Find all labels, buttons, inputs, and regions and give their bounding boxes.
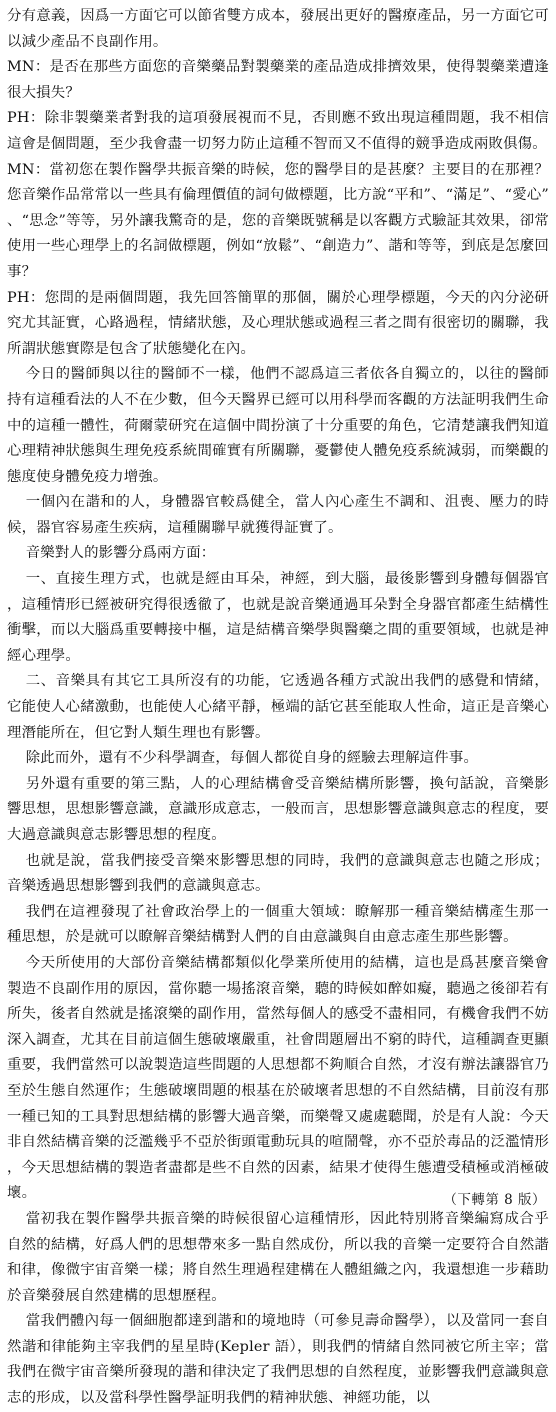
interview-question: MN：是否在那些方面您的音樂藥品對製藥業的產品造成排擠效果，使得製藥業遭逢很大損失？ [7,59,549,101]
paragraph: 另外還有重要的第三點，人的心理結構會受音樂結構所影響，換句話說，音樂影響思想，思想影響意識，意識形成意志，一般而言，思想影響意識與意志的程度，要大過意識與意志影響思想的程度。 [7,775,549,843]
paragraph: 我們在這裡發現了社會政治學上的一個重大領域：瞭解那一種音樂結構產生那一種思想，於是就可以瞭解音樂結構對人們的自由意識與自由意志產生那些影響。 [7,903,549,946]
article-page [7,4,549,1407]
paragraph: 今日的醫師與以往的醫師不一樣，他們不認爲這三者依各自獨立的，以往的醫師持有這種看法的人不在少數，但今天醫界已經可以用科學而客觀的方法証明我們生命中的這種一體性，荷爾蒙研究在這個中間扮演了十分重要的角色，它清楚讓我們知道心理精神狀態與生理免疫系統間確實有所關聯，憂鬱使人體免疫系統減弱，而樂觀的態度使身體免疫力增強。 [7,366,549,485]
paragraph: 當我們體內每一個細胞都達到諧和的境地時（可參見壽命醫學），以及當同一套自然諧和律能夠主宰我們的星星時(Kepler 語），則我們的情緒自然同被它所主宰；當我們在微宇宙音樂所發現的諧和律決定了我們思想的自然程度，並影響我們意識與意志的形成，以及當科學性醫學証明我們的精神狀態、神經功能，以 [7,1313,549,1407]
paragraph: 二、音樂具有其它工具所沒有的功能，它透過各種方式說出我們的感覺和情緒，它能使人心緒激動，也能使人心緒平靜，極端的話它甚至能取人性命，這正是音樂心理潛能所在，但它對人類生理也有影響。 [7,673,549,741]
paragraph: 分有意義，因爲一方面它可以節省雙方成本，發展出更好的醫療產品，另一方面它可以減少產品不良副作用。 [7,8,549,50]
continuation-note: （下轉第 8 版） [443,1192,546,1208]
paragraph: 也就是說，當我們接受音樂來影響思想的同時，我們的意識與意志也隨之形成；音樂透過思想影響到我們的意識與意志。 [7,852,549,895]
interview-answer: PH：除非製藥業者對我的這項發展視而不見，否則應不致出現這種問題，我不相信這會是個問題，至少我會盡一切努力防止這種不智而又不值得的競爭造成兩敗俱傷。 [7,110,549,152]
paragraph: 今天所使用的大部份音樂結構都類似化學業所使用的結構，這也是爲甚麼音樂會製造不良副作用的原因，當你聽一場搖滾音樂，聽的時候如醉如癡，聽過之後卻若有所失，後者自然就是搖滾樂的副作用，當然每個人的感受不盡相同，有機會我們不妨深入調查，尤其在目前這個生態破壞嚴重，社會問題層出不窮的時代，這種調查更顯重要，我們當然可以說製造這些問題的人思想都不夠順合自然，才沒有辦法讓器官乃至於生態自然運作；生態破壞問題的根基在於破壞者思想的不自然結構，目前沒有那一種已知的工具對思想結構的影響大過音樂，而樂聲又處處聽聞，於是有人說：今天非自然結構音樂的泛濫幾乎不亞於街頭電動玩具的喧鬧聲，亦不亞於毒品的泛濫情形，今天思想結構的製造者盡都是些不自然的因素，結果才使得生態遭受積極或消極破壞。 [7,954,549,1202]
paragraph: 除此而外，還有不少科學調查，每個人都從自身的經驗去理解這件事。 [25,750,479,767]
paragraph: 音樂對人的影響分爲兩方面： [25,545,216,562]
paragraph: 當初我在製作醫學共振音樂的時候很留心這種情形，因此特別將音樂編寫成合乎自然的結構，好爲人們的思想帶來多一點自然成份，所以我的音樂一定要符合自然諧和律，像微宇宙音樂一樣；將自然生理過程建構在人體組織之內，我還想進一步藉助於音樂發展自然建構的思想歷程。 [7,1210,549,1304]
paragraph: 一個內在諧和的人，身體器官較爲健全，當人內心產生不調和、沮喪、壓力的時候，器官容易產生疾病，這種關聯早就獲得証實了。 [7,494,549,536]
paragraph: 一、直接生理方式，也就是經由耳朵，神經，到大腦，最後影響到身體每個器官，這種情形已經被研究得很透徹了，也就是說音樂通過耳朵對全身器官都產生結構性衝擊，而以大腦爲重要轉接中樞，這是結構音樂學與醫藥之間的重要領域，也就是神經心理學。 [7,571,549,664]
interview-answer: PH：您問的是兩個問題，我先回答簡單的那個，關於心理學標題，今天的內分泌研究尤其証實，心路過程，情緒狀態，及心理狀態或過程三者之間有很密切的關聯，我所謂狀態實際是包含了狀態變化在內。 [7,289,549,357]
interview-question: MN：當初您在製作醫學共振音樂的時候，您的醫學目的是甚麼？主要目的在那裡？您音樂作品常常以一些具有倫理價值的詞句做標題，比方說“平和”、“滿足”、“愛心”、“思念”等等，另外讓我驚奇的是，您的音樂既號稱是以客觀方式驗証其效果，卻常使用一些心理學上的名詞做標題，例如“放鬆”、“創造力”、諧和等等，到底是怎麼回事？ [7,161,549,280]
